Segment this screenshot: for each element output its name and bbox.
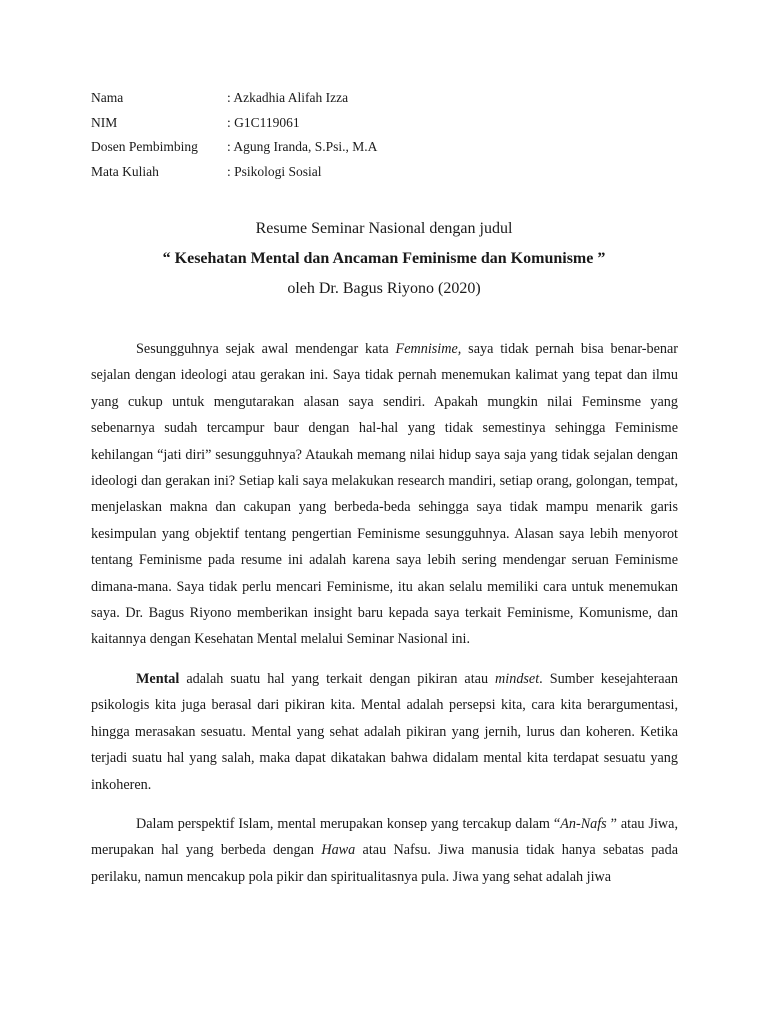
info-value: : Psikologi Sosial — [227, 163, 322, 179]
info-row-matakuliah — [91, 164, 377, 189]
text-run: ” atau Jiwa, merupakan hal yang berbeda dengan — [91, 815, 678, 859]
title-line-1: Resume Seminar Nasional dengan judul — [255, 220, 513, 237]
text-run: saya tidak pernah bisa benar-benar sejalan dengan ideologi atau gerakan ini. Saya tidak pernah menemukan kalimat yang tepat dan ilmu yang cukup untuk mengutarakan alasan saya sendiri. Apakah mungkin nilai Feminsme yang sebenarnya sudah tercampur baur dengan hal-hal yang tidak semestinya sehingga Feminisme kehilangan “jati diri” sesungguhnya? Ataukah memang nilai hidup saya saja yang tidak sejalan dengan ideologi dan gerakan ini? Setiap kali saya melakukan research mandiri, setiap orang, golongan, tempat, menjelaskan makna dan cakupan yang berbeda-beda sehingga saya tidak mampu menarik garis kesimpulan yang objektif tentang pengertian Feminisme sesungguhnya. Alasan saya lebih menyorot tentang Feminisme pada resume ini adalah karena saya lebih sering mendengar seruan Feminisme dimana-mana. Saya tidak perlu mencari Feminisme, itu akan selalu memiliki cara untuk menemukan saya. Dr. Bagus Riyono memberikan insight baru kepada saya terkait Feminisme, Komunisme, dan kaitannya dengan Kesehatan Mental melalui Seminar Nasional ini. — [91, 341, 678, 648]
document-title — [0, 216, 768, 306]
italic-term: Femnisime, — [395, 341, 462, 357]
info-label: NIM — [91, 114, 118, 130]
paragraph-1 — [91, 336, 678, 653]
bold-term: Mental — [136, 670, 180, 687]
paragraph-3 — [91, 811, 678, 890]
text-run: adalah suatu hal yang terkait dengan pikiran atau — [179, 670, 496, 687]
italic-term: mindset — [495, 670, 540, 687]
text-run: Dalam perspektif Islam, mental merupakan konsep yang tercakup dalam “ — [136, 815, 561, 832]
info-label: Mata Kuliah — [91, 163, 159, 179]
text-run: Sesungguhnya sejak awal mendengar kata — [136, 341, 396, 357]
italic-term: Hawa — [321, 842, 356, 859]
info-value: : G1C119061 — [227, 114, 300, 130]
info-row-nim — [91, 115, 377, 140]
info-value: : Azkadhia Alifah Izza — [227, 90, 349, 105]
title-line-3: oleh Dr. Bagus Riyono (2020) — [287, 280, 481, 297]
student-info — [91, 90, 377, 188]
paragraph-2 — [91, 666, 678, 798]
italic-term: An-Nafs — [560, 815, 607, 832]
text-run: . Sumber kesejahteraan psikologis kita juga berasal dari pikiran kita. Mental adalah persepsi kita, cara kita berargumentasi, hingga merasakan sesuatu. Mental yang sehat adalah pikiran yang jernih, lurus dan koheren. Ketika terjadi suatu hal yang salah, maka dapat dikatakan bahwa didalam mental kita terdapat sesuatu yang inkoheren. — [91, 670, 678, 793]
info-value: : Agung Iranda, S.Psi., M.A — [227, 139, 378, 154]
info-label: Dosen Pembimbing — [91, 139, 198, 154]
document-body — [91, 336, 678, 890]
info-row-dosen — [91, 139, 377, 164]
title-line-2: “ Kesehatan Mental dan Ancaman Feminisme dan Komunisme ” — [162, 250, 606, 267]
info-row-nama — [91, 90, 377, 115]
text-run: atau Nafsu. Jiwa manusia tidak hanya sebatas pada perilaku, namun mencakup pola pikir dan spiritualitasnya pula. Jiwa yang sehat adalah jiwa — [91, 842, 678, 885]
info-label: Nama — [91, 90, 124, 105]
